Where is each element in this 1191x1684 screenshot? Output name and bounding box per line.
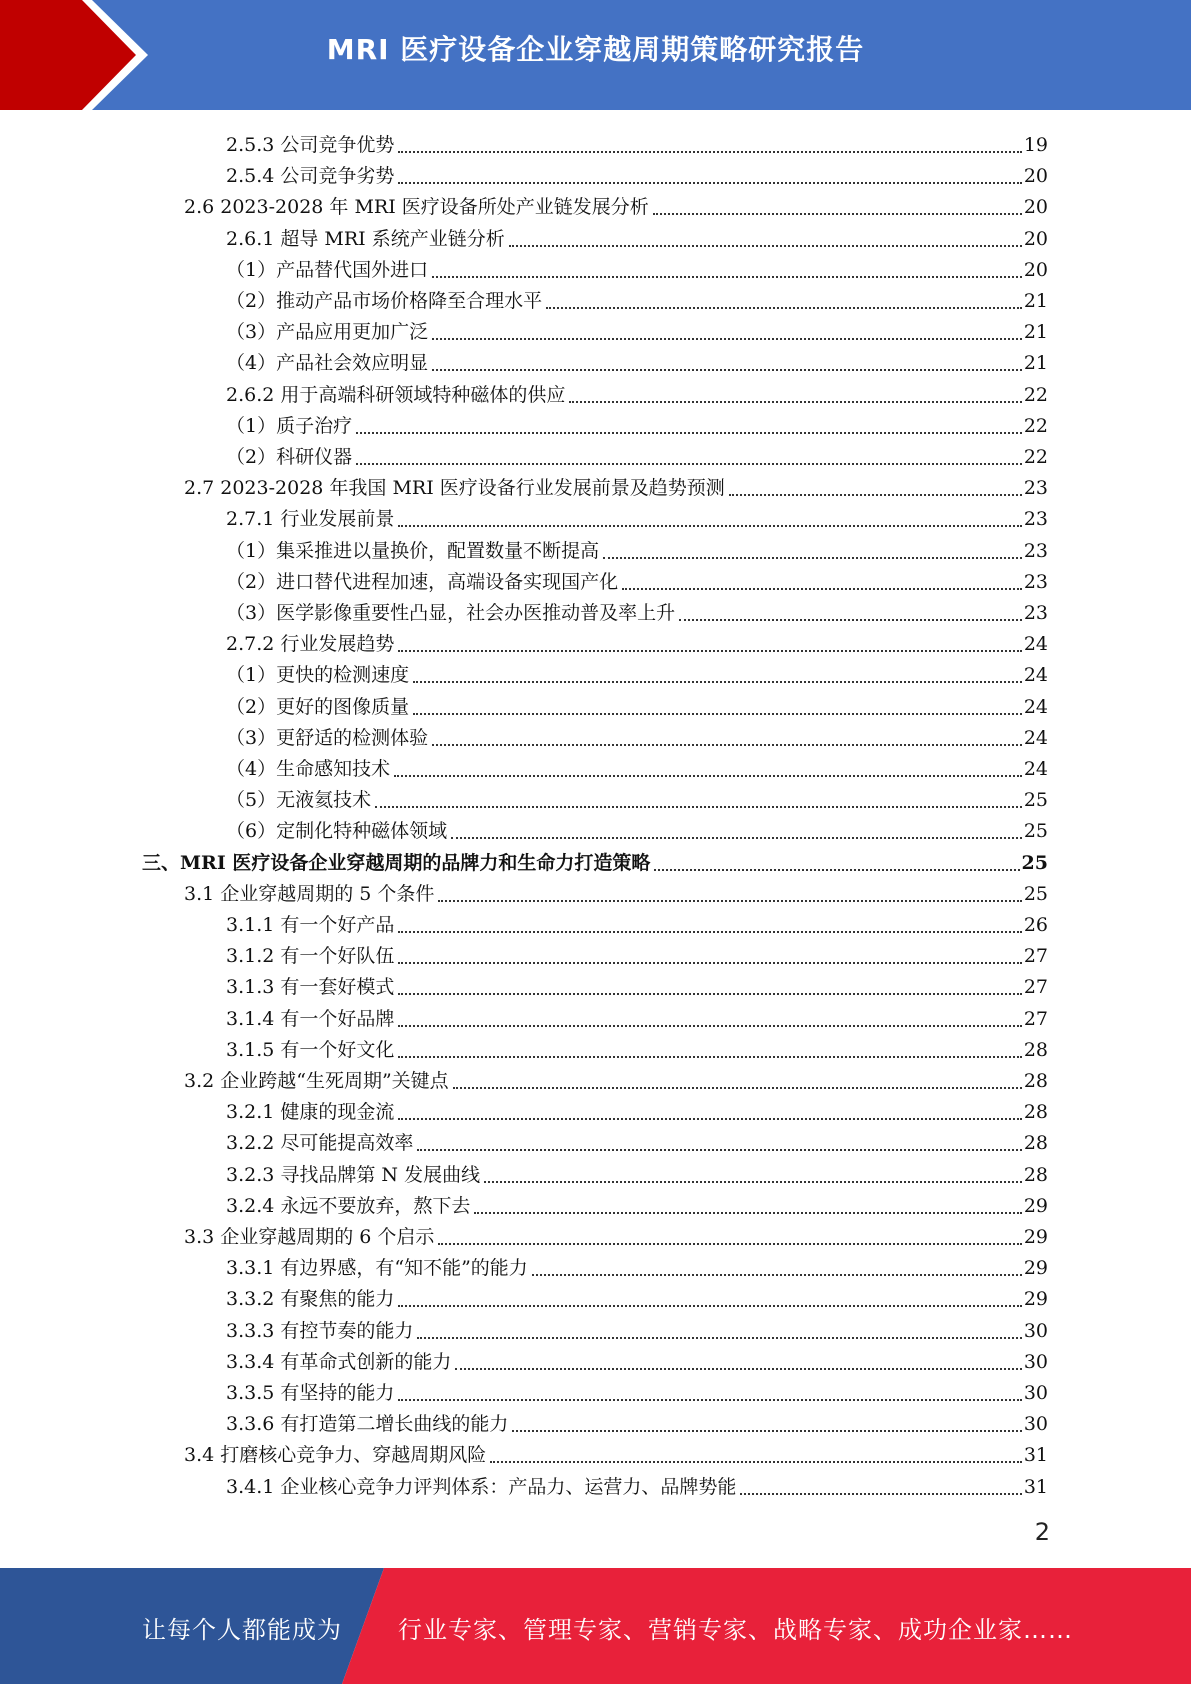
toc-entry-page: 30 [1023, 1350, 1048, 1373]
toc-entry[interactable] [226, 1313, 1048, 1344]
toc-entry-label: 三、MRI 医疗设备企业穿越周期的品牌力和生命力打造策略 [142, 851, 651, 874]
toc-entry[interactable] [226, 1406, 1048, 1437]
toc-dot-leader [453, 1087, 1022, 1089]
toc-entry[interactable] [226, 1001, 1048, 1032]
toc-entry-page: 29 [1023, 1288, 1048, 1311]
toc-entry-label: （6）定制化特种磁体领域 [226, 820, 448, 843]
toc-entry[interactable] [226, 377, 1048, 408]
page-number: 2 [1034, 1518, 1050, 1546]
toc-entry-page: 24 [1023, 695, 1048, 718]
toc-dot-leader [432, 276, 1022, 278]
toc-dot-leader [356, 463, 1022, 465]
toc-entry[interactable] [226, 938, 1048, 969]
toc-dot-leader [653, 213, 1022, 215]
toc-entry[interactable] [226, 1157, 1048, 1188]
toc-dot-leader [398, 1305, 1021, 1307]
toc-dot-leader [398, 1399, 1021, 1401]
toc-entry-label: （2）推动产品市场价格降至合理水平 [226, 290, 543, 312]
toc-entry-page: 22 [1023, 383, 1048, 406]
toc-entry-page: 24 [1023, 664, 1048, 687]
toc-dot-leader [398, 182, 1021, 184]
toc-entry[interactable] [226, 1125, 1048, 1156]
toc-entry-label: （1）集采推进以量换价，配置数量不断提高 [226, 539, 600, 562]
toc-entry-label: （1）产品替代国外进口 [226, 258, 429, 281]
toc-entry-page: 31 [1023, 1475, 1048, 1498]
toc-entry-page: 23 [1023, 508, 1048, 531]
toc-entry-page: 30 [1023, 1382, 1048, 1404]
toc-entry-page: 27 [1023, 945, 1048, 968]
toc-entry-label: 3.2 企业跨越“生死周期”关键点 [184, 1070, 449, 1092]
toc-entry-label: 3.3.4 有革命式创新的能力 [226, 1350, 452, 1373]
toc-dot-leader [417, 1149, 1021, 1151]
toc-entry[interactable] [226, 689, 1048, 720]
toc-entry-label: 3.1 企业穿越周期的 5 个条件 [184, 882, 435, 905]
toc-dot-leader [438, 900, 1021, 902]
toc-entry-label: （4）产品社会效应明显 [226, 352, 429, 375]
toc-dot-leader [490, 1461, 1022, 1463]
toc-entry-page: 21 [1023, 352, 1048, 375]
toc-entry[interactable] [142, 845, 1048, 876]
toc-dot-leader [455, 1368, 1021, 1370]
toc-entry-label: 2.6.2 用于高端科研领域特种磁体的供应 [226, 383, 566, 406]
toc-entry-label: （5）无液氦技术 [226, 789, 372, 812]
toc-dot-leader [438, 1243, 1021, 1245]
toc-dot-leader [569, 401, 1021, 403]
toc-entry-label: （1）更快的检测速度 [226, 664, 410, 687]
toc-dot-leader [512, 1430, 1021, 1432]
toc-entry-page: 23 [1023, 477, 1048, 500]
toc-dot-leader [417, 1337, 1021, 1339]
toc-entry[interactable] [226, 782, 1048, 813]
toc-entry-page: 26 [1023, 914, 1048, 936]
toc-entry-page: 23 [1023, 570, 1048, 593]
toc-entry[interactable] [184, 1437, 1048, 1468]
toc-dot-leader [398, 993, 1021, 995]
toc-entry-label: （2）进口替代进程加速，高端设备实现国产化 [226, 570, 619, 593]
toc-dot-leader [603, 557, 1022, 559]
toc-entry-label: 3.1.4 有一个好品牌 [226, 1007, 395, 1030]
toc-entry[interactable] [226, 1375, 1048, 1406]
toc-entry-label: （1）质子治疗 [226, 414, 353, 437]
toc-entry-page: 30 [1023, 1319, 1048, 1342]
toc-entry[interactable] [184, 1063, 1048, 1094]
toc-entry-label: 3.2.4 永远不要放弃，熬下去 [226, 1194, 471, 1217]
toc-entry[interactable] [226, 1281, 1048, 1312]
toc-entry-label: 3.3.3 有控节奏的能力 [226, 1319, 414, 1342]
toc-entry-label: （2）科研仪器 [226, 446, 353, 468]
toc-entry-page: 28 [1023, 1163, 1048, 1186]
toc-entry[interactable] [226, 314, 1048, 345]
toc-entry-page: 19 [1023, 134, 1048, 156]
toc-dot-leader [413, 681, 1022, 683]
toc-entry[interactable] [226, 595, 1048, 626]
toc-entry[interactable] [226, 751, 1048, 782]
toc-entry[interactable] [226, 252, 1048, 283]
toc-dot-leader [432, 744, 1022, 746]
toc-entry-page: 28 [1023, 1101, 1048, 1124]
toc-entry[interactable] [226, 813, 1048, 844]
toc-entry-page: 22 [1023, 414, 1048, 437]
toc-entry[interactable] [226, 345, 1048, 376]
toc-dot-leader [654, 869, 1019, 871]
toc-dot-leader [398, 1118, 1021, 1120]
page-footer [0, 1568, 1191, 1684]
toc-dot-leader [398, 525, 1021, 527]
toc-entry[interactable] [226, 1469, 1048, 1500]
toc-dot-leader [398, 650, 1021, 652]
toc-entry[interactable] [226, 1344, 1048, 1375]
toc-entry-page: 30 [1023, 1413, 1048, 1436]
toc-entry-label: 3.4 打磨核心竞争力、穿越周期风险 [184, 1444, 487, 1467]
footer-slogan-left: 让每个人都能成为 [142, 1616, 342, 1644]
toc-entry-page: 21 [1023, 290, 1048, 312]
toc-entry[interactable] [226, 1188, 1048, 1219]
toc-entry-label: 3.2.1 健康的现金流 [226, 1101, 395, 1124]
toc-entry-page: 27 [1023, 1007, 1048, 1030]
toc-entry-page: 28 [1023, 1132, 1048, 1155]
toc-dot-leader [474, 1212, 1021, 1214]
toc-dot-leader [394, 775, 1022, 777]
toc-dot-leader [740, 1493, 1021, 1495]
toc-dot-leader [679, 619, 1022, 621]
toc-entry[interactable] [226, 408, 1048, 439]
footer-slogan-right: 行业专家、管理专家、营销专家、战略专家、成功企业家…… [398, 1616, 1073, 1644]
toc-entry-label: （4）生命感知技术 [226, 758, 391, 780]
toc-dot-leader [398, 962, 1021, 964]
toc-entry-label: 3.1.2 有一个好队伍 [226, 945, 395, 968]
toc-entry[interactable] [226, 626, 1048, 657]
toc-entry[interactable] [226, 501, 1048, 532]
report-title: MRI 医疗设备企业穿越周期策略研究报告 [326, 33, 865, 66]
toc-entry-page: 20 [1023, 258, 1048, 281]
toc-dot-leader [622, 588, 1022, 590]
toc-entry-label: 2.6 2023-2028 年 MRI 医疗设备所处产业链发展分析 [184, 196, 649, 219]
toc-entry[interactable] [184, 470, 1048, 501]
toc-dot-leader [398, 931, 1021, 933]
toc-entry-label: 2.7 2023-2028 年我国 MRI 医疗设备行业发展前景及趋势预测 [184, 477, 725, 500]
toc-entry[interactable] [226, 1250, 1048, 1281]
toc-entry-label: 2.7.1 行业发展前景 [226, 508, 395, 531]
toc-entry-page: 24 [1023, 633, 1048, 656]
toc-entry[interactable] [184, 1219, 1048, 1250]
toc-entry-label: 3.1.3 有一套好模式 [226, 976, 395, 999]
toc-entry[interactable] [226, 533, 1048, 564]
toc-dot-leader [356, 432, 1022, 434]
toc-entry-label: 3.3.6 有打造第二增长曲线的能力 [226, 1413, 509, 1436]
toc-entry-page: 25 [1023, 820, 1048, 843]
toc-entry[interactable] [226, 1094, 1048, 1125]
toc-dot-leader [432, 369, 1022, 371]
toc-entry[interactable] [184, 189, 1048, 220]
toc-entry-page: 22 [1023, 446, 1048, 468]
toc-entry-label: （3）产品应用更加广泛 [226, 321, 429, 344]
toc-dot-leader [432, 338, 1022, 340]
toc-entry[interactable] [226, 127, 1048, 158]
toc-entry-page: 29 [1023, 1257, 1048, 1280]
toc-entry-page: 25 [1023, 882, 1048, 905]
toc-entry-page: 31 [1023, 1444, 1048, 1467]
toc-entry-page: 25 [1021, 851, 1048, 874]
toc-entry-label: 3.2.2 尽可能提高效率 [226, 1132, 414, 1155]
toc-entry-label: 2.7.2 行业发展趋势 [226, 633, 395, 656]
toc-entry-page: 24 [1023, 726, 1048, 749]
toc-entry[interactable] [226, 158, 1048, 189]
toc-entry-label: 3.3.2 有聚焦的能力 [226, 1288, 395, 1311]
toc-entry-page: 29 [1023, 1194, 1048, 1217]
toc-entry-label: （2）更好的图像质量 [226, 695, 410, 718]
toc-entry-label: 3.1.1 有一个好产品 [226, 914, 395, 936]
toc-entry[interactable] [226, 439, 1048, 470]
toc-entry-page: 25 [1023, 789, 1048, 812]
toc-entry-page: 20 [1023, 227, 1048, 250]
toc-entry-page: 27 [1023, 976, 1048, 999]
toc-entry[interactable] [226, 221, 1048, 252]
toc-entry-page: 20 [1023, 196, 1048, 219]
toc-entry[interactable] [226, 564, 1048, 595]
toc-entry-label: 3.4.1 企业核心竞争力评判体系：产品力、运营力、品牌势能 [226, 1475, 737, 1498]
toc-entry-label: 3.3.1 有边界感，有“知不能”的能力 [226, 1257, 528, 1280]
toc-dot-leader [546, 307, 1022, 309]
toc-dot-leader [398, 1025, 1021, 1027]
toc-entry-page: 24 [1023, 758, 1048, 780]
toc-entry-page: 29 [1023, 1226, 1048, 1248]
toc-dot-leader [375, 806, 1022, 808]
toc-entry[interactable] [226, 657, 1048, 688]
toc-entry-label: 2.6.1 超导 MRI 系统产业链分析 [226, 227, 505, 250]
toc-dot-leader [729, 494, 1022, 496]
toc-dot-leader [509, 245, 1022, 247]
toc-entry-page: 23 [1023, 602, 1048, 624]
toc-dot-leader [451, 837, 1022, 839]
toc-dot-leader [398, 151, 1021, 153]
toc-dot-leader [532, 1274, 1022, 1276]
toc-entry[interactable] [226, 907, 1048, 938]
toc-entry[interactable] [226, 720, 1048, 751]
toc-entry[interactable] [226, 969, 1048, 1000]
toc-entry-page: 23 [1023, 539, 1048, 562]
toc-entry-label: （3）医学影像重要性凸显，社会办医推动普及率上升 [226, 602, 676, 624]
toc-dot-leader [398, 1056, 1021, 1058]
toc-entry[interactable] [226, 1032, 1048, 1063]
page-header [0, 0, 1191, 110]
toc-entry-page: 28 [1023, 1038, 1048, 1061]
toc-entry[interactable] [226, 283, 1048, 314]
toc-entry-label: 3.2.3 寻找品牌第 N 发展曲线 [226, 1163, 481, 1186]
toc-entry-page: 28 [1023, 1070, 1048, 1092]
toc-entry-label: 3.3.5 有坚持的能力 [226, 1382, 395, 1404]
toc-entry-page: 21 [1023, 321, 1048, 344]
toc-entry-label: 2.5.3 公司竞争优势 [226, 134, 395, 156]
toc-entry-label: （3）更舒适的检测体验 [226, 726, 429, 749]
toc-entry-label: 3.1.5 有一个好文化 [226, 1038, 395, 1061]
toc-dot-leader [484, 1181, 1022, 1183]
toc-entry[interactable] [184, 876, 1048, 907]
toc-entry-label: 3.3 企业穿越周期的 6 个启示 [184, 1226, 435, 1248]
toc-entry-label: 2.5.4 公司竞争劣势 [226, 165, 395, 188]
toc-entry-page: 20 [1023, 165, 1048, 188]
toc-dot-leader [413, 713, 1022, 715]
